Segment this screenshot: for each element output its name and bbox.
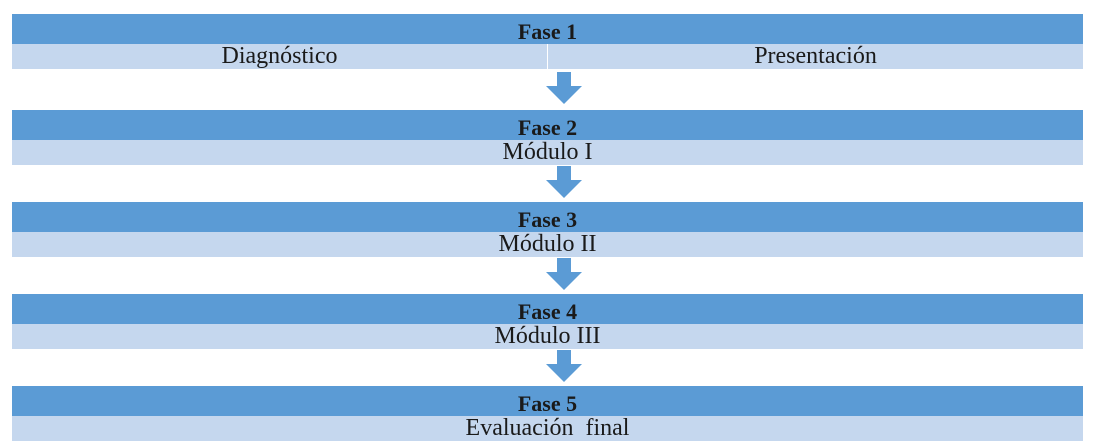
phase-5-title: Fase 5 [12, 386, 1083, 416]
phase-2-content: Módulo I [12, 140, 1083, 165]
arrow-down-icon [546, 258, 582, 290]
phase-3-block [12, 202, 1083, 257]
phase-5-block [12, 386, 1083, 441]
phase-5-content: Evaluación final [12, 416, 1083, 441]
phase-2-block [12, 110, 1083, 165]
phase-4-block [12, 294, 1083, 349]
phase-1-item-presentacion: Presentación [754, 43, 877, 69]
phase-1-content [12, 44, 1083, 69]
phase-4-title: Fase 4 [12, 294, 1083, 324]
phase-3-content: Módulo II [12, 232, 1083, 257]
phase-1-title: Fase 1 [12, 14, 1083, 44]
arrow-down-icon [546, 350, 582, 382]
arrow-down-icon [546, 72, 582, 104]
phase-3-title: Fase 3 [12, 202, 1083, 232]
phase-2-title: Fase 2 [12, 110, 1083, 140]
phase-1-item-diagnostico: Diagnóstico [12, 44, 548, 69]
arrow-down-icon [546, 166, 582, 198]
phase-1-block [12, 14, 1083, 69]
phase-4-content: Módulo III [12, 324, 1083, 349]
